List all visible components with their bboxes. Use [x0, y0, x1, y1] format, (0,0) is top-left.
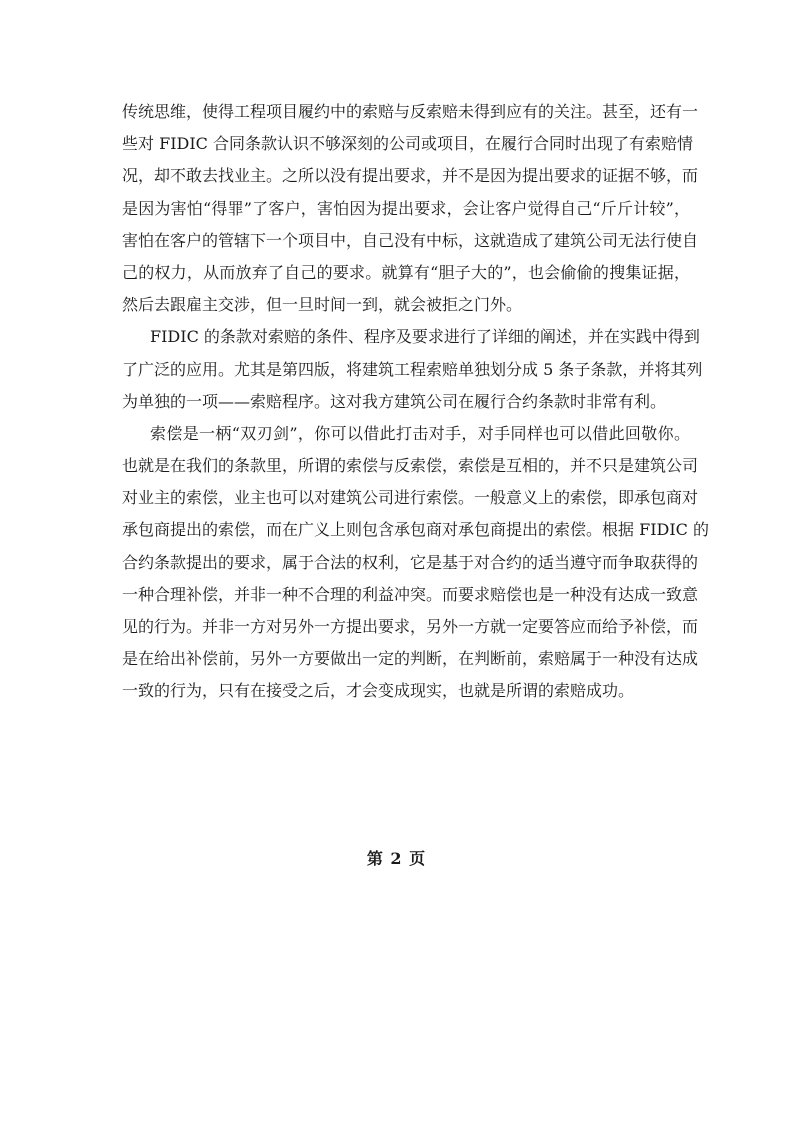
text-line: 承包商提出的索偿，而在广义上则包含承包商对承包商提出的索偿。根据 FIDIC 的 — [122, 520, 709, 540]
text-line: 见的行为。并非一方对另外一方提出要求，另外一方就一定要答应而给予补偿，而 — [122, 617, 699, 636]
text-line: 一致的行为，只有在接受之后，才会变成现实，也就是所谓的索赔成功。 — [122, 681, 635, 701]
page-number: 第 2 页 — [366, 849, 427, 868]
paragraph-3 — [122, 418, 709, 708]
text-line: 一种合理补偿，并非一种不合理的利益冲突。而要求赔偿也是一种没有达成一致意 — [122, 584, 699, 604]
text-line: 己的权力，从而放弃了自己的要求。就算有“胆子大的”，也会偷偷的搜集证据， — [122, 262, 690, 282]
text-line: 传统思维，使得工程项目履约中的索赔与反索赔未得到应有的关注。甚至，还有一 — [122, 102, 699, 121]
text-line: 了广泛的应用。尤其是第四版，将建筑工程索赔单独划分成 5 条子条款，并将其列 — [122, 359, 703, 379]
text-line: FIDIC 的条款对索赔的条件、程序及要求进行了详细的阐述，并在实践中得到 — [150, 327, 700, 347]
text-line: 况，却不敢去找业主。之所以没有提出要求，并不是因为提出要求的证据不够，而 — [122, 166, 699, 186]
text-line: 害怕在客户的管辖下一个项目中，自己没有中标，这就造成了建筑公司无法行使自 — [122, 230, 699, 250]
paragraph-2 — [122, 321, 703, 418]
text-line: 索偿是一柄“双刃剑”，你可以借此打击对手，对手同样也可以借此回敬你。 — [150, 423, 690, 443]
text-line: 合约条款提出的要求，属于合法的权利，它是基于对合约的适当遵守而争取获得的 — [122, 552, 699, 572]
paragraph-1 — [122, 96, 699, 321]
text-line: 是在给出补偿前，另外一方要做出一定的判断，在判断前，索赔属于一种没有达成 — [122, 649, 699, 669]
text-line: 是因为害怕“得罪”了客户，害怕因为提出要求，会让客户觉得自己“斤斤计较”， — [122, 198, 690, 218]
text-line: 些对 FIDIC 合同条款认识不够深刻的公司或项目，在履行合同时出现了有索赔情 — [122, 134, 693, 154]
body-text — [122, 96, 709, 708]
text-line: 也就是在我们的条款里，所谓的索偿与反索偿，索偿是互相的，并不只是建筑公司 — [122, 456, 699, 476]
text-line: 然后去跟雇主交涉，但一旦时间一到，就会被拒之门外。 — [122, 295, 523, 315]
text-line: 对业主的索偿，业主也可以对建筑公司进行索偿。一般意义上的索偿，即承包商对 — [122, 488, 699, 508]
text-line: 为单独的一项——索赔程序。这对我方建筑公司在履行合约条款时非常有利。 — [122, 391, 667, 411]
